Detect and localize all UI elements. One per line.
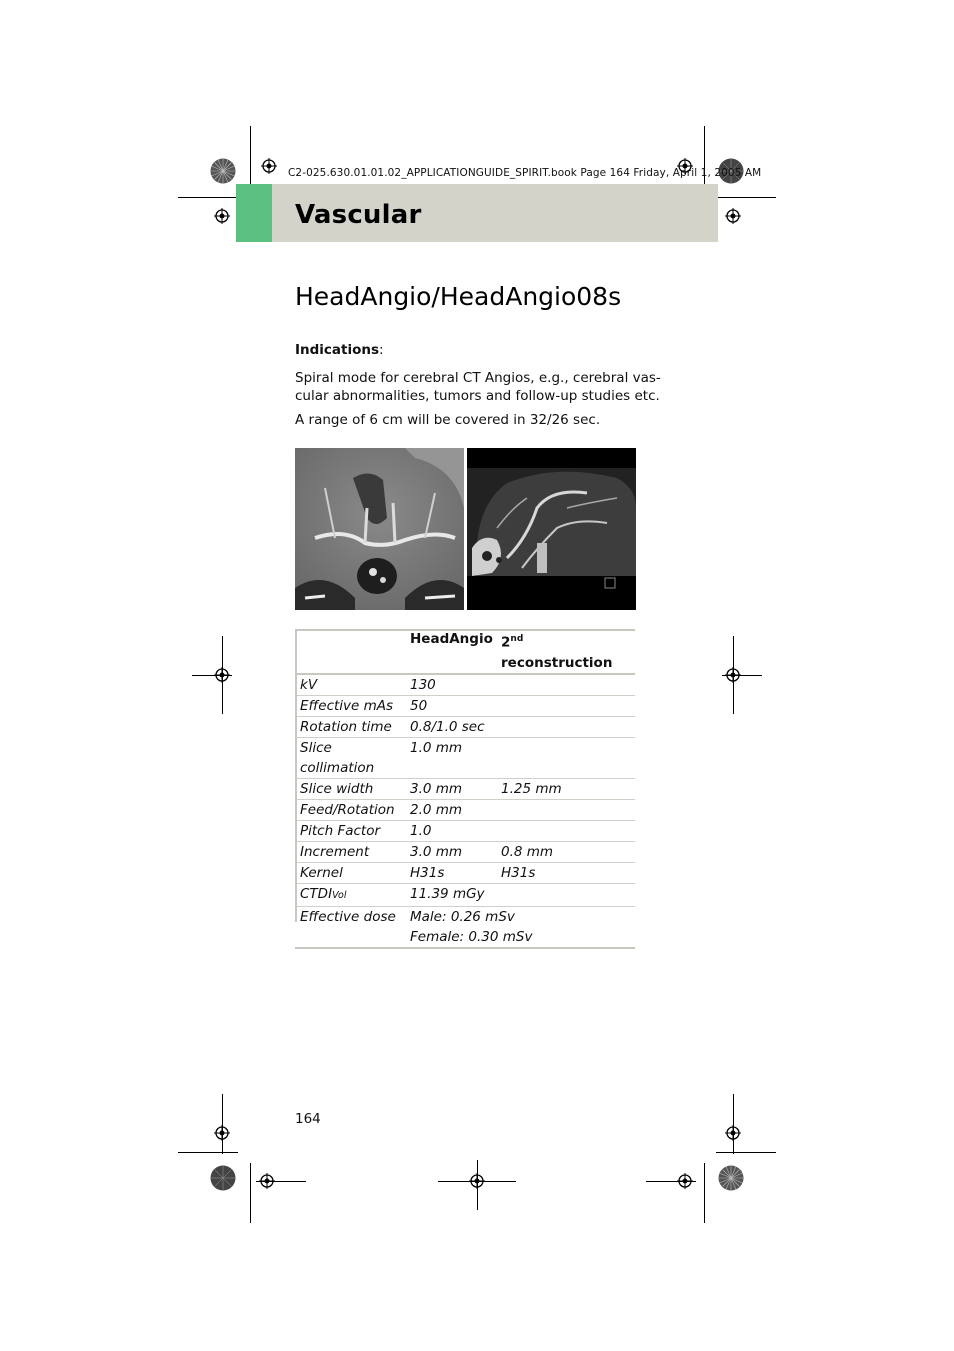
crop-line [178,1152,238,1153]
param-name: Kernel [295,862,405,883]
param-second [496,716,635,737]
crop-line [716,197,776,198]
param-name-main: CTDI [300,885,333,902]
table-row [295,841,635,862]
paragraph-line: Spiral mode for cerebral CT Angios, e.g., cerebral vas- [295,370,661,386]
param-name: Feed/Rotation [295,799,405,820]
param-name: Effective dose [295,906,405,948]
table-header-parameter [295,629,405,674]
crop-line [704,1163,705,1223]
param-value: 3.0 mm [405,841,496,862]
crop-line [250,1163,251,1223]
table-row [295,778,635,799]
param-value: H31s [405,862,496,883]
param-value: 1.0 [405,820,496,841]
registration-target-icon [261,158,277,174]
header-reconstruction-label: reconstruction [501,654,613,671]
crop-line [722,675,762,676]
crop-line [192,675,232,676]
table-row [295,799,635,820]
table-row [295,695,635,716]
page-number: 164 [295,1111,321,1127]
registration-wheel-icon [210,1165,236,1191]
table-row [295,883,635,906]
param-name: Increment [295,841,405,862]
book-slug-line: C2-025.630.01.01.02_APPLICATIONGUIDE_SPIRIT.book Page 164 Friday, April 1, 2005 AM [288,167,762,179]
param-value: 50 [405,695,496,716]
paragraph-line: cular abnormalities, tumors and follow-up studies etc. [295,388,660,404]
indications-label: Indications [295,342,380,358]
table-row [295,737,635,778]
table-row [295,674,635,696]
crop-line [178,197,238,198]
ct-coronal-image [295,448,464,610]
param-value: 3.0 mm [405,778,496,799]
param-name: Pitch Factor [295,820,405,841]
param-second [496,799,635,820]
range-paragraph: A range of 6 cm will be covered in 32/26 sec. [295,412,601,428]
table-header-row [295,629,635,674]
param-second: H31s [496,862,635,883]
param-name: Slice width [295,778,405,799]
param-second: 0.8 mm [496,841,635,862]
param-name [295,737,405,778]
crop-line [222,1094,223,1154]
indications-colon: : [379,342,384,358]
param-second [496,674,635,696]
crop-line [256,1181,306,1182]
param-second [496,820,635,841]
param-second: 1.25 mm [496,778,635,799]
indications-paragraph [295,369,661,405]
crop-line [716,1152,776,1153]
registration-target-icon [725,208,741,224]
param-name: kV [295,674,405,696]
crop-line [646,1181,696,1182]
param-name: Rotation time [295,716,405,737]
crop-line [250,126,251,186]
param-name-line: Slice [300,739,332,756]
header-ordinal-suffix: nd [510,634,524,644]
param-value: 2.0 mm [405,799,496,820]
indications-heading [295,342,384,358]
param-value [405,906,635,948]
param-second [496,737,635,778]
table-row [295,716,635,737]
scan-parameters-table [295,629,635,949]
table-left-rule [295,629,297,922]
param-value: 1.0 mm [405,737,496,778]
ct-sagittal-mip-image [467,448,636,610]
param-name-subscript: Vol [332,889,347,901]
param-name: Effective mAs [295,695,405,716]
param-value: 0.8/1.0 sec [405,716,496,737]
registration-target-icon [214,208,230,224]
registration-wheel-icon [718,1165,744,1191]
table-header-second-reconstruction [496,629,635,674]
table-row [295,862,635,883]
param-value-line: Female: 0.30 mSv [410,928,533,945]
param-value: 11.39 mGy [405,883,496,906]
table-row [295,820,635,841]
header-ordinal: 2 [501,634,511,651]
chapter-title: Vascular [295,200,422,230]
crop-line [477,1160,478,1210]
section-title: HeadAngio/HeadAngio08s [295,282,622,311]
crop-line [222,636,223,714]
chapter-accent-bar [236,184,272,242]
param-name-line: collimation [300,759,375,776]
crop-line [733,636,734,714]
table-header-headangio: HeadAngio [405,629,496,674]
table-row [295,906,635,948]
param-second [496,695,635,716]
param-second [496,883,635,906]
registration-wheel-icon [210,158,236,184]
param-value: 130 [405,674,496,696]
param-name [295,883,405,906]
param-value-line: Male: 0.26 mSv [410,908,515,925]
crop-line [733,1094,734,1154]
